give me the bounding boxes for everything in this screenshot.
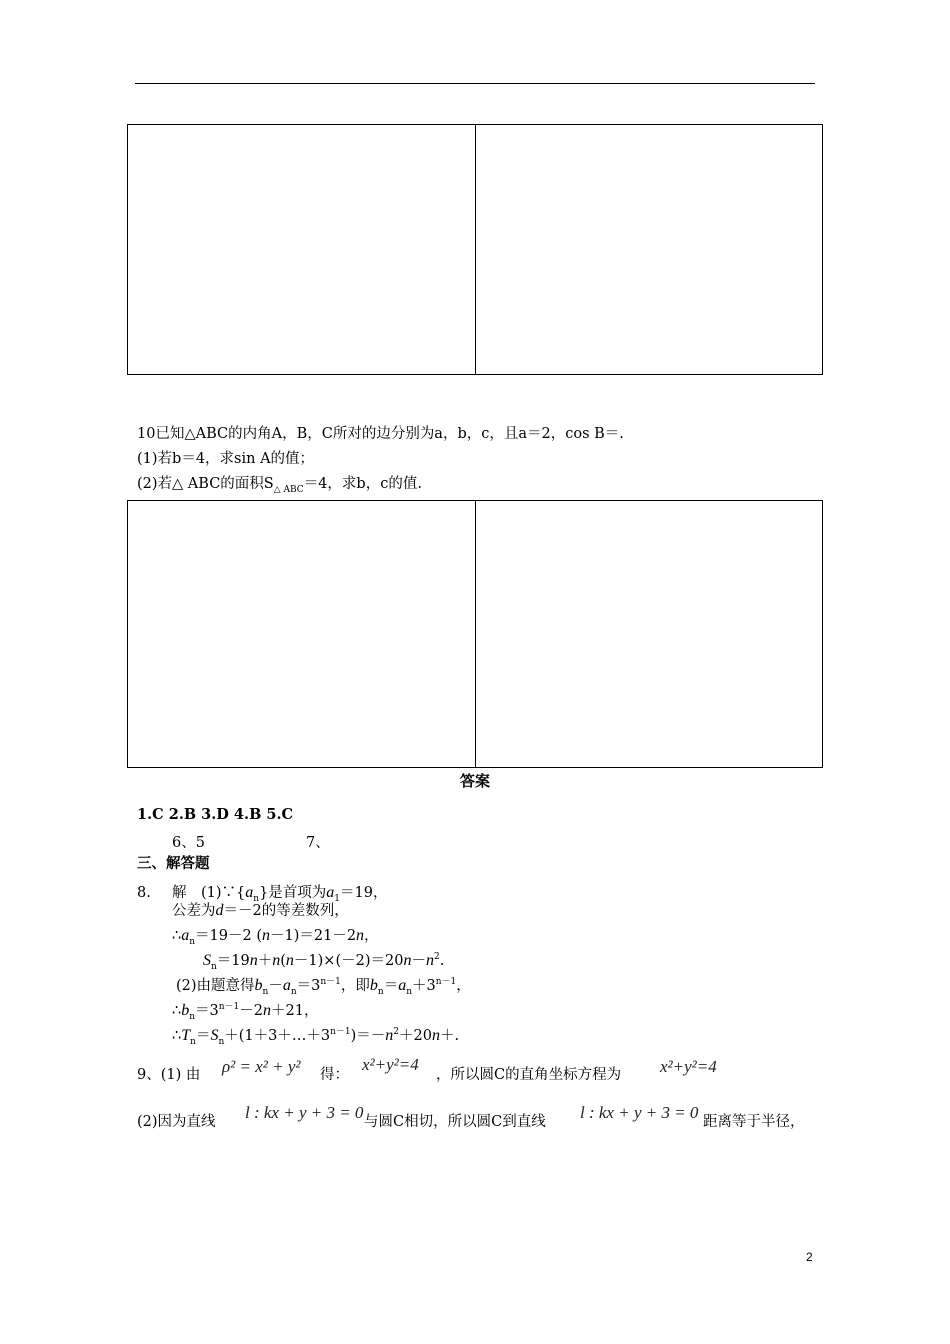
sol9-line-2-mid: 与圆C相切，所以圆C到直线 <box>364 1114 546 1130</box>
section-3-heading: 三、解答题 <box>137 855 210 872</box>
answer-box-q10 <box>127 500 823 768</box>
fill-answer-7: 7、 <box>306 835 330 851</box>
sol8-line-3: $\therefore a_n=19-2$ (n－1)＝21－2n， <box>172 927 379 947</box>
sol8-line-6: $\therefore b_n=3^{n-1}-2n+21$， <box>172 1002 319 1022</box>
sol9-equation-rho: ρ² = x² + y² <box>222 1057 301 1076</box>
mcq-answers: 1.C 2.B 3.D 4.B 5.C <box>137 806 294 823</box>
sol9-equation-circle-2: x²+y²=4 <box>660 1057 717 1076</box>
answer-box-divider <box>475 501 476 767</box>
answers-title: 答案 <box>459 772 490 790</box>
sol9-line-1-mid: 得： <box>320 1067 349 1083</box>
sol9-equation-line-2: l : kx + y + 3 = 0 <box>580 1103 699 1122</box>
sol8-line-7: $\therefore T_n=S_n+(1+3+\dots+3^{n-1})=-n^2+20n+$. <box>172 1027 460 1047</box>
q10-part1: (1)若b＝4，求sin A的值； <box>137 451 315 467</box>
sol9-line-1-lead: 9、(1) 由 <box>137 1067 201 1083</box>
sol8-line-5: (2)由题意得$b_n-a_n=3^{n-1}$，即$b_n=a_n+3^{n-1}$， <box>176 977 471 997</box>
sol9-line-2-tail: 距离等于半径， <box>703 1114 805 1130</box>
header-rule <box>135 83 815 84</box>
sol9-equation-circle-1: x²+y²=4 <box>362 1055 419 1074</box>
sol8-line-4: $S_n=19n+n(n-1)\times(-2)=20n-n^2$. <box>203 952 445 972</box>
sol8-line-1: 解 $(1)\because\{a_n\}$是首项为$a_1=19$， <box>172 884 388 904</box>
answer-box-q9 <box>127 124 823 375</box>
sol8-line-2: 公差为d＝－2的等差数列， <box>172 902 349 919</box>
fill-answer-6: 6、5 <box>172 835 205 851</box>
sol9-line-1-tail: ，所以圆C的直角坐标方程为 <box>436 1067 622 1083</box>
q10-stem: 10已知△ABC的内角A，B，C所对的边分别为a，b，c，且a＝2，cos B＝. <box>137 426 624 442</box>
sol9-line-2-lead: (2)因为直线 <box>137 1114 216 1130</box>
q10-part2: (2)若△ ABC的面积$S_{\triangle ABC}=4$，求b，c的值. <box>137 476 422 495</box>
sol9-equation-line-1: l : kx + y + 3 = 0 <box>245 1103 364 1122</box>
answer-box-divider <box>475 125 476 374</box>
page-number: 2 <box>806 1250 813 1264</box>
sol8-number: 8. <box>137 885 151 901</box>
